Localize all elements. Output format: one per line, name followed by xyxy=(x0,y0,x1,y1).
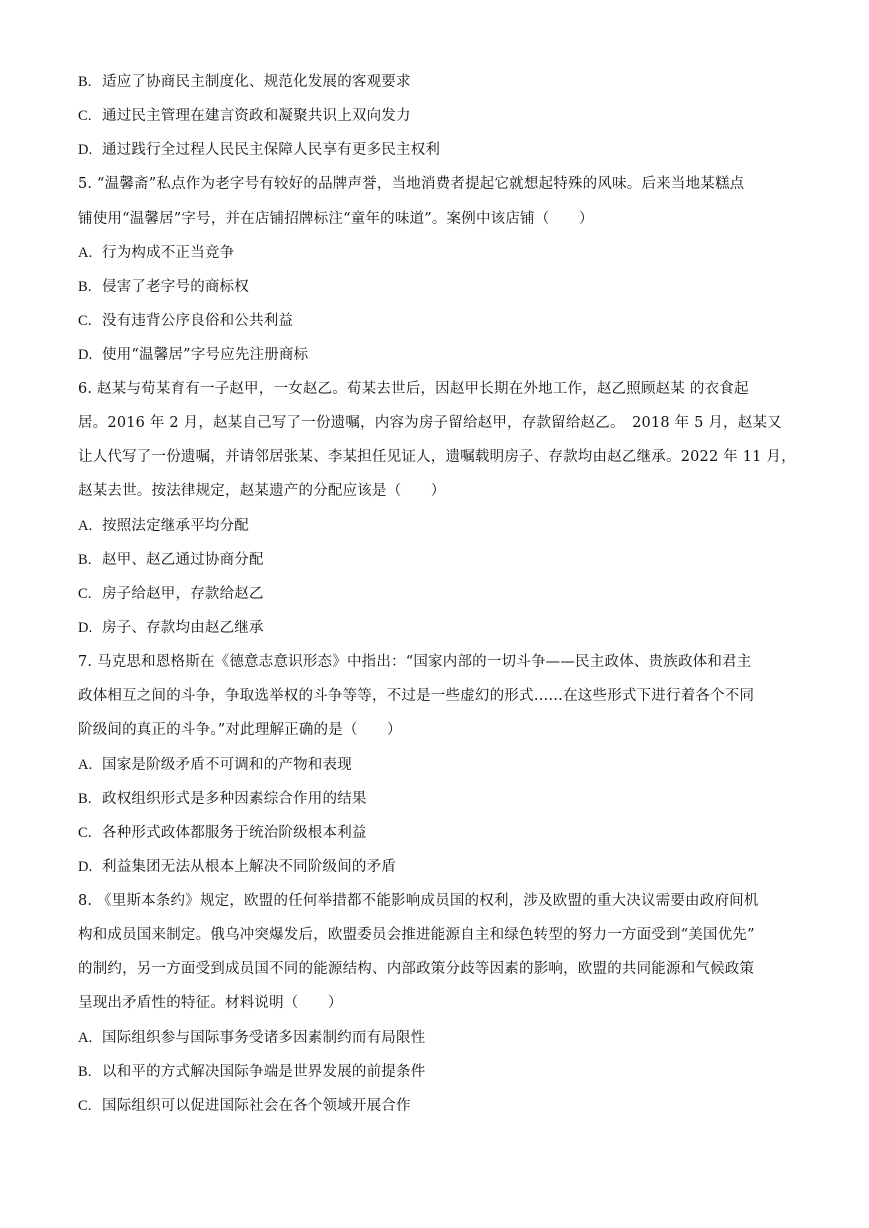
option-text: 行为构成不正当竞争 xyxy=(102,245,235,261)
option-letter: A. xyxy=(78,245,93,261)
option-letter: C. xyxy=(78,313,92,329)
option-letter: C. xyxy=(78,1098,92,1114)
option-q7-d xyxy=(78,857,798,877)
option-q7-a xyxy=(78,755,798,775)
option-text: 房子给赵甲，存款给赵乙 xyxy=(102,586,264,602)
option-letter: C. xyxy=(78,825,92,841)
question-6-line-3: 让人代写了一份遗嘱，并请邻居张某、李某担任见证人，遗嘱载明房子、存款均由赵乙继承。2022 年 11 月， xyxy=(78,449,796,465)
option-letter: A. xyxy=(78,1030,93,1046)
option-q5-c xyxy=(78,311,798,331)
option-q6-c xyxy=(78,584,798,604)
question-7-line-3: 阶级间的真正的斗争。”对此理解正确的是（ ） xyxy=(78,722,402,738)
option-q7-b xyxy=(78,789,798,809)
question-5-line-2: 铺使用“温馨居”字号，并在店铺招牌标注“童年的味道”。案例中该店铺（ ） xyxy=(78,211,594,227)
option-q8-c xyxy=(78,1096,798,1116)
option-q6-b xyxy=(78,550,798,570)
question-6-line-2: 居。2016 年 2 月，赵某自己写了一份遗嘱，内容为房子留给赵甲，存款留给赵乙。 2018 年 5 月，赵某又 xyxy=(78,415,782,431)
question-8-line-2: 构和成员国来制定。俄乌冲突爆发后，欧盟委员会推进能源自主和绿色转型的努力一方面受到“美国优先” xyxy=(78,927,755,943)
option-letter: B. xyxy=(78,1064,92,1080)
option-q8-a xyxy=(78,1028,798,1048)
option-text: 侵害了老字号的商标权 xyxy=(102,279,249,295)
option-letter: D. xyxy=(78,859,93,875)
option-text: 使用“温馨居”字号应先注册商标 xyxy=(102,347,309,363)
option-q7-c xyxy=(78,823,798,843)
option-text: 通过践行全过程人民民主保障人民享有更多民主权利 xyxy=(102,142,441,158)
question-5-line-1: 5. “温馨斋”私点作为老字号有较好的品牌声誉，当地消费者提起它就想起特殊的风味。后来当地某糕点 xyxy=(78,176,745,192)
option-text: 利益集团无法从根本上解决不同阶级间的矛盾 xyxy=(102,859,396,875)
option-q4-b xyxy=(78,72,798,92)
option-text: 国家是阶级矛盾不可调和的产物和表现 xyxy=(102,757,352,773)
option-q4-d xyxy=(78,140,798,160)
option-q5-d xyxy=(78,345,798,365)
option-letter: A. xyxy=(78,757,93,773)
option-letter: D. xyxy=(78,347,93,363)
option-text: 没有违背公序良俗和公共利益 xyxy=(102,313,294,329)
question-7-line-2: 政体相互之间的斗争，争取选举权的斗争等等，不过是一些虚幻的形式……在这些形式下进行着各个不同 xyxy=(78,688,755,704)
option-text: 国际组织可以促进国际社会在各个领域开展合作 xyxy=(102,1098,411,1114)
option-letter: C. xyxy=(78,586,92,602)
option-q4-c xyxy=(78,106,798,126)
option-q5-b xyxy=(78,277,798,297)
option-letter: B. xyxy=(78,74,92,90)
option-text: 政权组织形式是多种因素综合作用的结果 xyxy=(102,791,367,807)
question-6-line-1: 6. 赵某与荀某育有一子赵甲，一女赵乙。荀某去世后，因赵甲长期在外地工作，赵乙照顾赵某 的衣食起 xyxy=(78,381,749,397)
option-q5-a xyxy=(78,243,798,263)
option-text: 各种形式政体都服务于统治阶级根本利益 xyxy=(102,825,367,841)
option-text: 按照法定继承平均分配 xyxy=(102,518,249,534)
option-letter: D. xyxy=(78,142,93,158)
option-letter: A. xyxy=(78,518,93,534)
option-text: 适应了协商民主制度化、规范化发展的客观要求 xyxy=(102,74,411,90)
option-letter: D. xyxy=(78,620,93,636)
option-letter: B. xyxy=(78,279,92,295)
option-text: 通过民主管理在建言资政和凝聚共识上双向发力 xyxy=(102,108,411,124)
option-letter: B. xyxy=(78,552,92,568)
question-6-line-4: 赵某去世。按法律规定，赵某遗产的分配应该是（ ） xyxy=(78,483,446,499)
option-letter: B. xyxy=(78,791,92,807)
question-8-line-4: 呈现出矛盾性的特征。材料说明（ ） xyxy=(78,995,343,1011)
option-q6-a xyxy=(78,516,798,536)
question-8-line-3: 的制约，另一方面受到成员国不同的能源结构、内部政策分歧等因素的影响，欧盟的共同能源和气候政策 xyxy=(78,961,755,977)
option-letter: C. xyxy=(78,108,92,124)
option-text: 以和平的方式解决国际争端是世界发展的前提条件 xyxy=(102,1064,426,1080)
option-q6-d xyxy=(78,618,798,638)
option-text: 房子、存款均由赵乙继承 xyxy=(102,620,264,636)
question-8-line-1: 8. 《里斯本条约》规定，欧盟的任何举措都不能影响成员国的权利，涉及欧盟的重大决议需要由政府间机 xyxy=(78,893,759,909)
option-text: 国际组织参与国际事务受诸多因素制约而有局限性 xyxy=(102,1030,426,1046)
option-text: 赵甲、赵乙通过协商分配 xyxy=(102,552,264,568)
option-q8-b xyxy=(78,1062,798,1082)
question-7-line-1: 7. 马克思和恩格斯在《德意志意识形态》中指出：“国家内部的一切斗争——民主政体、贵族政体和君主 xyxy=(78,654,752,670)
